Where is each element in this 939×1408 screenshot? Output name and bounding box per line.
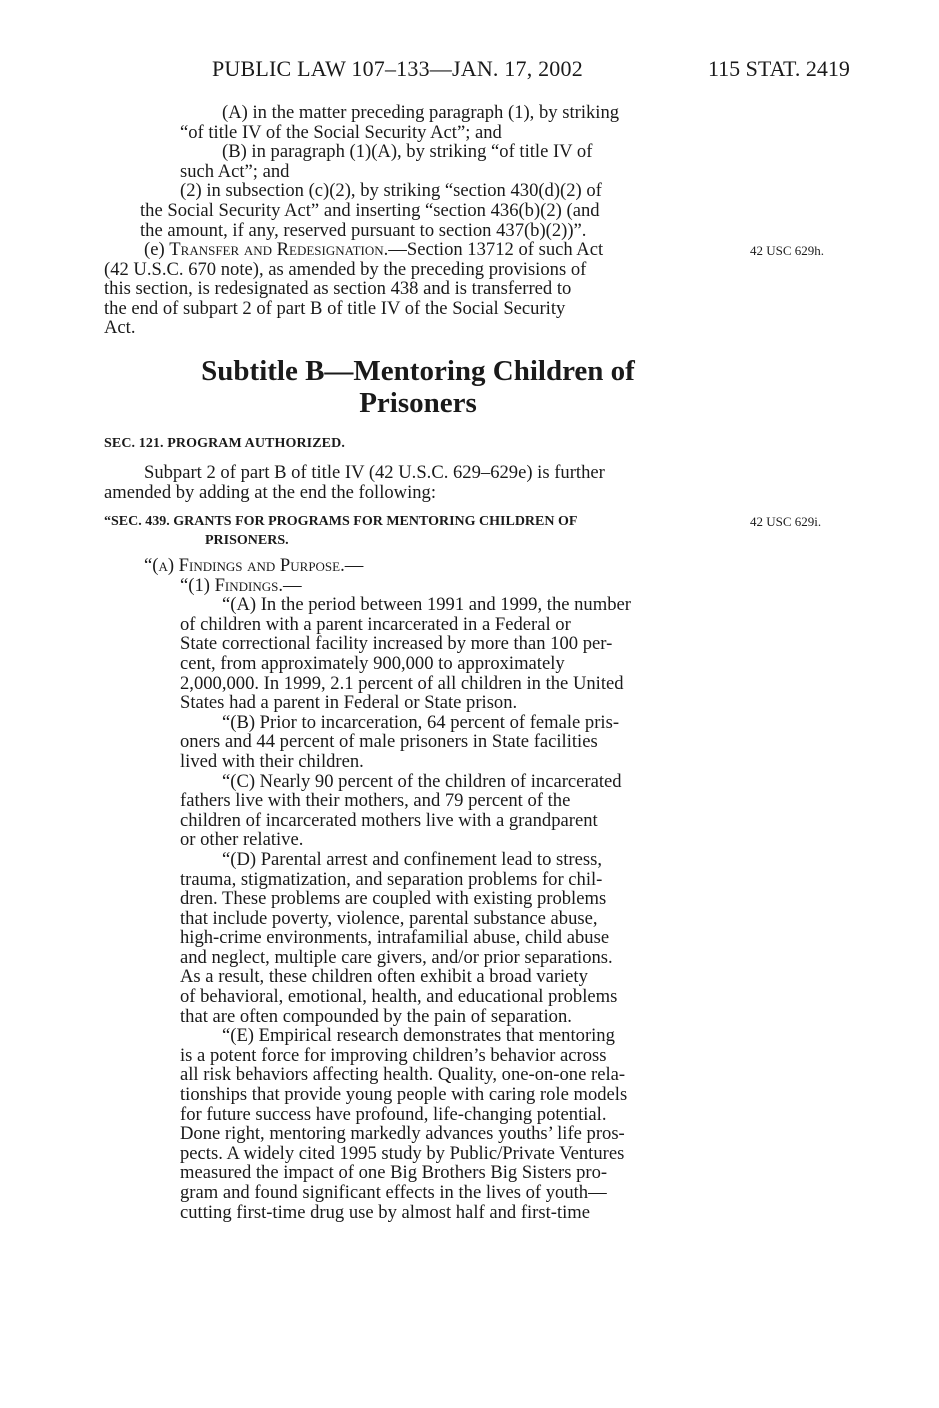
section-121-body <box>104 463 732 502</box>
amend-2-line2: the Social Security Act” and inserting “section 436(b)(2) (and <box>140 199 600 221</box>
subsection-e-line4: the end of subpart 2 of part B of title IV of the Social Security <box>104 297 566 319</box>
finding-C <box>104 772 732 850</box>
finding-line: lived with their children. <box>180 750 364 772</box>
finding-line: is a potent force for improving children’s behavior across <box>180 1044 607 1066</box>
finding-line: “(A) In the period between 1991 and 1999, the number <box>222 594 631 616</box>
amend-2-line1: (2) in subsection (c)(2), by striking “section 430(d)(2) of <box>180 180 602 202</box>
finding-line: tionships that provide young people with caring role models <box>180 1084 628 1106</box>
finding-line: gram and found significant effects in the lives of youth— <box>180 1182 607 1203</box>
finding-line: and neglect, multiple care givers, and/or prior separations. <box>180 946 613 968</box>
finding-line: cent, from approximately 900,000 to approximately <box>180 652 565 674</box>
finding-line: “(B) Prior to incarceration, 64 percent of female pris- <box>222 711 620 733</box>
subtitle-line2: Prisoners <box>359 387 477 419</box>
subsection-e-lead: (e) <box>144 239 170 260</box>
finding-line: “(E) Empirical research demonstrates that mentoring <box>222 1025 615 1047</box>
finding-D <box>104 850 732 1026</box>
section-121-heading: SEC. 121. PROGRAM AUTHORIZED. <box>104 436 345 451</box>
subsection-e-line2: (42 U.S.C. 670 note), as amended by the preceding provisions of <box>104 258 587 280</box>
finding-line: Done right, mentoring markedly advances youths’ life pros- <box>180 1123 625 1145</box>
finding-line: of behavioral, emotional, health, and educational problems <box>180 986 618 1008</box>
finding-line: that include poverty, violence, parental substance abuse, <box>180 907 598 929</box>
section-121-line1: Subpart 2 of part B of title IV (42 U.S.C. 629–629e) is further <box>144 462 605 483</box>
amend-a-line1: (A) in the matter preceding paragraph (1), by striking <box>222 102 620 123</box>
finding-line: fathers live with their mothers, and 79 percent of the <box>180 790 571 812</box>
findings-1-heading: “(1) Findings.— <box>180 574 302 596</box>
finding-line: State correctional facility increased by more than 100 per- <box>180 633 613 655</box>
finding-line: measured the impact of one Big Brothers Big Sisters pro- <box>180 1162 608 1184</box>
finding-line: oners and 44 percent of male prisoners in State facilities <box>180 731 598 753</box>
amend-a-line2: “of title IV of the Social Security Act”; and <box>180 121 502 143</box>
section-121-line2: amended by adding at the end the following: <box>104 481 437 503</box>
subsection-e <box>104 240 732 338</box>
section-439-line2: PRISONERS. <box>205 533 289 548</box>
finding-B <box>104 713 732 772</box>
finding-line: high-crime environments, intrafamilial abuse, child abuse <box>180 927 610 949</box>
margin-note-629h: 42 USC 629h. <box>750 243 825 258</box>
running-header <box>0 56 939 86</box>
finding-line: dren. These problems are coupled with existing problems <box>180 888 607 910</box>
finding-line: “(C) Nearly 90 percent of the children of incarcerated <box>222 770 622 792</box>
finding-line: As a result, these children often exhibit a broad variety <box>180 966 588 988</box>
finding-line: pects. A widely cited 1995 study by Public/Private Ventures <box>180 1142 625 1164</box>
subsection-e-heading: Transfer and Redesignation. <box>169 239 389 260</box>
finding-line: cutting first-time drug use by almost half and first-time <box>180 1201 591 1223</box>
findings-block <box>104 556 732 1222</box>
amend-b-line1: (B) in paragraph (1)(A), by striking “of title IV of <box>222 141 593 163</box>
findings-a-heading: “(a) Findings and Purpose.— <box>144 555 364 576</box>
subtitle-line1: Subtitle B—Mentoring Children of <box>201 355 635 387</box>
header-law-citation: PUBLIC LAW 107–133—JAN. 17, 2002 <box>212 56 583 81</box>
finding-line: 2,000,000. In 1999, 2.1 percent of all children in the United <box>180 672 624 694</box>
subsection-e-line5: Act. <box>104 317 136 339</box>
subsection-e-line1-rest: —Section 13712 of such Act <box>388 239 604 260</box>
finding-line: for future success have profound, life-changing potential. <box>180 1103 607 1125</box>
amend-2-line3: the amount, if any, reserved pursuant to section 437(b)(2))”. <box>140 219 587 241</box>
section-439-line1: “SEC. 439. GRANTS FOR PROGRAMS FOR MENTORING CHILDREN OF <box>104 514 578 529</box>
finding-line: or other relative. <box>180 829 304 851</box>
finding-line: children of incarcerated mothers live with a grandparent <box>180 809 598 831</box>
finding-line: States had a parent in Federal or State prison. <box>180 692 518 714</box>
header-stat-page: 115 STAT. 2419 <box>708 56 850 81</box>
finding-line: “(D) Parental arrest and confinement lead to stress, <box>222 848 602 870</box>
finding-line: all risk behaviors affecting health. Quality, one-on-one rela- <box>180 1064 626 1086</box>
finding-E <box>104 1026 732 1222</box>
amendment-block <box>104 103 732 240</box>
margin-note-629i: 42 USC 629i. <box>750 514 822 529</box>
finding-line: trauma, stigmatization, and separation problems for chil- <box>180 868 603 890</box>
subsection-e-line1 <box>104 240 732 260</box>
subsection-e-line3: this section, is redesignated as section 438 and is transferred to <box>104 278 572 300</box>
section-439-heading <box>104 512 732 550</box>
finding-line: that are often compounded by the pain of separation. <box>180 1005 572 1027</box>
subtitle-heading <box>104 355 732 419</box>
finding-line: of children with a parent incarcerated in a Federal or <box>180 613 571 635</box>
amend-b-line2: such Act”; and <box>180 160 290 182</box>
finding-A <box>104 595 732 713</box>
